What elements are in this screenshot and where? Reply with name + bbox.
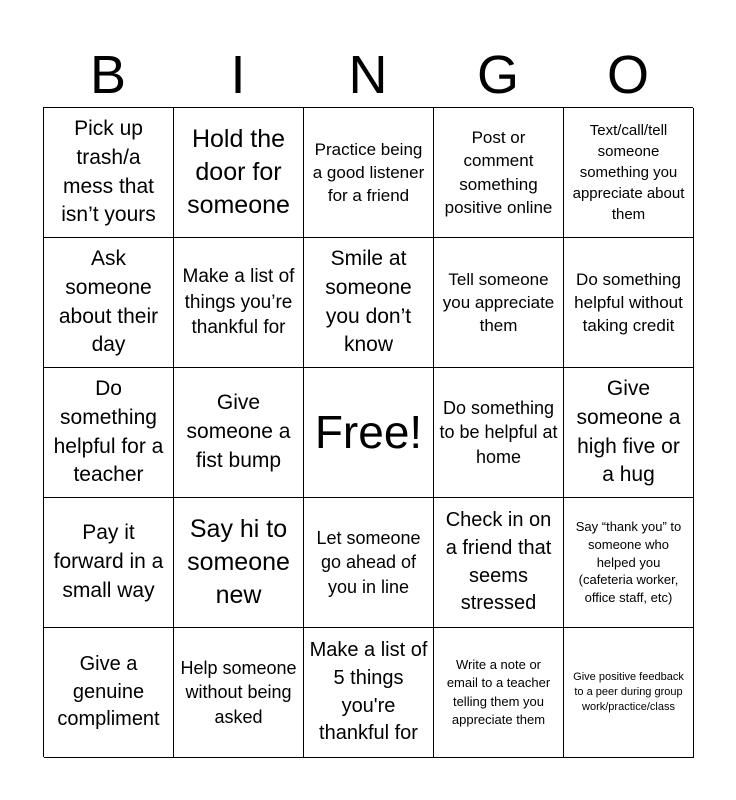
cell-text: Ask someone about their day [58, 246, 159, 357]
cell-text: Do something to be helpful at home [439, 397, 558, 467]
cell-text: Check in on a friend that seems stressed [445, 509, 552, 615]
cell-text: Give positive feedback to a peer during group work/practice/class [573, 670, 684, 714]
bingo-cell-r2-c1[interactable] [44, 238, 174, 368]
bingo-cell-r5-c1[interactable] [44, 628, 174, 758]
header-letter-n: N [348, 45, 388, 105]
bingo-card [43, 107, 693, 757]
bingo-cell-r5-c2[interactable] [174, 628, 304, 758]
cell-text: Make a list of 5 things you're thankful for [309, 639, 428, 745]
header-letter-b: B [89, 45, 127, 105]
bingo-cell-r3-c5[interactable] [564, 368, 694, 498]
bingo-cell-r4-c4[interactable] [434, 498, 564, 628]
bingo-cell-r1-c3[interactable] [304, 108, 434, 238]
cell-text: Do something helpful without taking credit [574, 269, 683, 336]
bingo-cell-r1-c5[interactable] [564, 108, 694, 238]
cell-text: Pick up trash/a mess that isn’t yours [61, 116, 156, 227]
cell-text: Pay it forward in a small way [53, 521, 164, 602]
bingo-cell-r1-c2[interactable] [174, 108, 304, 238]
bingo-cell-r2-c5[interactable] [564, 238, 694, 368]
bingo-cell-r4-c1[interactable] [44, 498, 174, 628]
bingo-cell-r3-c1[interactable] [44, 368, 174, 498]
bingo-header [43, 42, 693, 108]
bingo-cell-r2-c3[interactable] [304, 238, 434, 368]
bingo-cell-r5-c3[interactable] [304, 628, 434, 758]
bingo-cell-r1-c4[interactable] [434, 108, 564, 238]
cell-text: Make a list of things you’re thankful for [182, 265, 295, 339]
cell-text: Say “thank you” to someone who helped you (cafeteria worker, office staff, etc) [575, 518, 682, 606]
cell-text: Give a genuine compliment [57, 653, 160, 731]
bingo-cell-r5-c4[interactable] [434, 628, 564, 758]
bingo-cell-r1-c1[interactable] [44, 108, 174, 238]
bingo-cell-r3-c4[interactable] [434, 368, 564, 498]
bingo-cell-r2-c4[interactable] [434, 238, 564, 368]
cell-text: Smile at someone you don’t know [325, 246, 412, 357]
bingo-cell-r5-c5[interactable] [564, 628, 694, 758]
bingo-cell-r3-c2[interactable] [174, 368, 304, 498]
header-letter-g: G [476, 45, 519, 105]
cell-text: Give someone a fist bump [186, 391, 291, 472]
cell-text: Post or comment something positive online [444, 128, 553, 217]
bingo-cell-r2-c2[interactable] [174, 238, 304, 368]
cell-text: Do something helpful for a teacher [53, 376, 164, 487]
bingo-cell-r4-c3[interactable] [304, 498, 434, 628]
cell-text: Write a note or email to a teacher telling them you appreciate them [446, 657, 551, 727]
cell-text: Help someone without being asked [180, 657, 297, 727]
header-letter-o: O [606, 45, 649, 105]
cell-text: Say hi to someone new [187, 515, 290, 609]
cell-text: Practice being a good listener for a friend [312, 139, 425, 206]
bingo-cell-r4-c5[interactable] [564, 498, 694, 628]
cell-text: Tell someone you appreciate them [442, 269, 555, 336]
bingo-cell-free[interactable] [304, 368, 434, 498]
cell-text: Give someone a high five or a hug [576, 376, 681, 487]
cell-text: Hold the door for someone [187, 125, 290, 219]
free-space-text: Free! [314, 406, 423, 459]
cell-text: Text/call/tell someone something you appreciate about them [572, 122, 685, 223]
cell-text: Let someone go ahead of you in line [316, 527, 421, 597]
header-letter-i: I [230, 45, 246, 105]
bingo-cell-r4-c2[interactable] [174, 498, 304, 628]
